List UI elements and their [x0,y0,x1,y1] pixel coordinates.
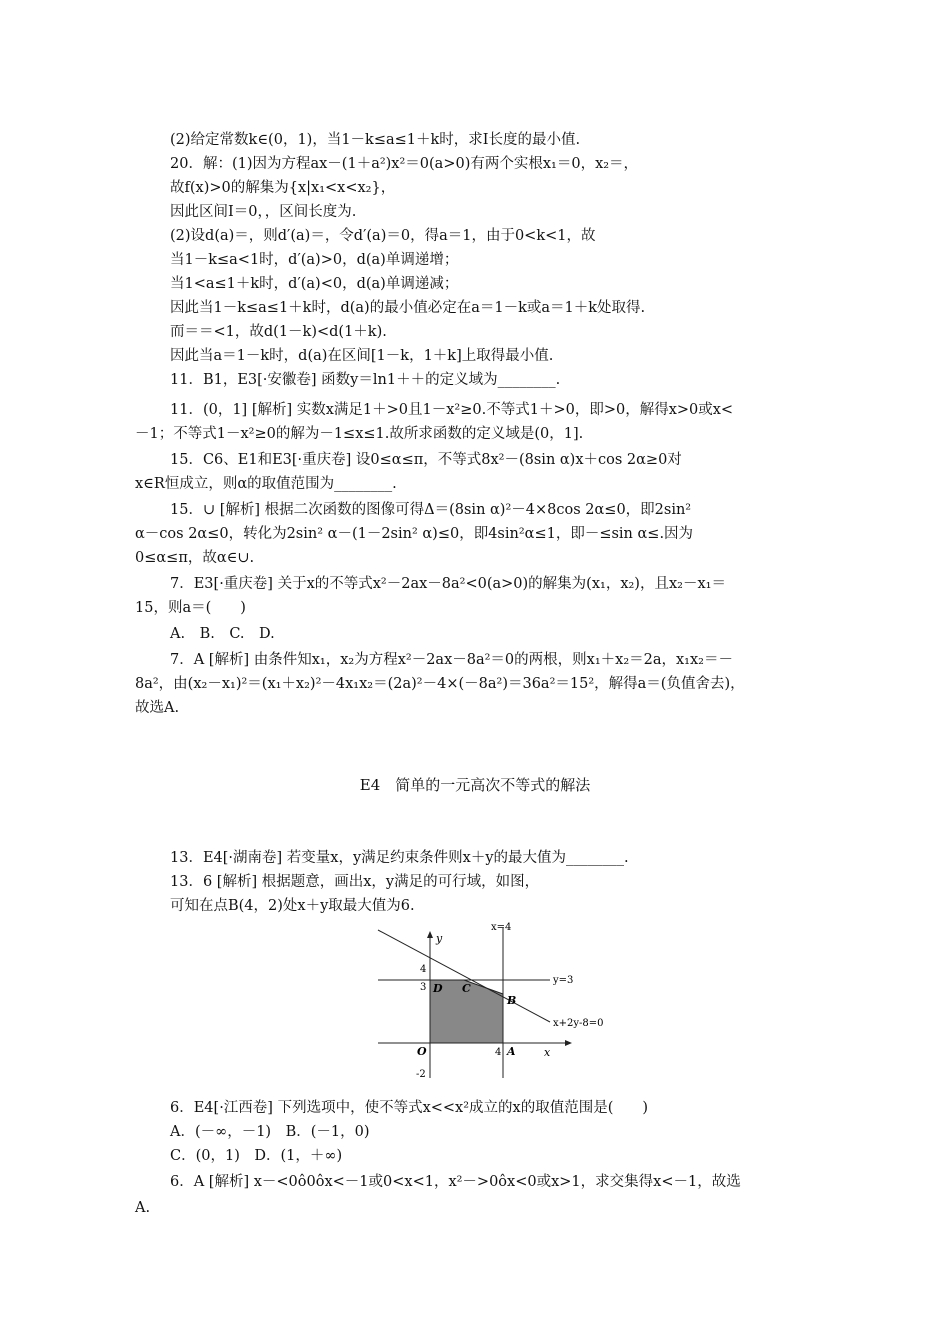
text-line: 7．A [解析] 由条件知x₁，x₂为方程x²－2ax－8a²＝0的两根，则x₁＋x₂＝2a，x₁x₂＝－ [170,652,733,668]
text-line: 0≤α≤π，故α∈∪. [135,550,255,566]
text-line: 故f(x)>0的解集为{x|x₁<x<x₂}， [170,180,396,196]
text-line: 而＝＝<1，故d(1－k)<d(1＋k). [170,324,387,340]
text-line: 可知在点B(4，2)处x＋y取最大值为6. [170,898,415,914]
section-heading: E4 简单的一元高次不等式的解法 [359,776,591,794]
text-line: 6．A [解析] x－<0ô0ôx<－1或0<x<1，x²－>0ôx<0或x>1，求交集得x<－1，故选 [170,1174,741,1190]
text-line: 6．E4[·江西卷] 下列选项中，使不等式x<<x²成立的x的取值范围是( ) [170,1100,649,1116]
text-line: 15，则a＝( ) [135,600,246,616]
feasible-region-graph [370,918,620,1083]
text-line: x∈R恒成立，则α的取值范围为________. [135,476,397,492]
text-line: 20．解：(1)因为方程ax－(1＋a²)x²＝0(a>0)有两个实根x₁＝0，x₂＝， [170,156,639,172]
label-x-axis: x [544,1046,551,1059]
text-line: 15．∪ [解析] 根据二次函数的图像可得Δ＝(8sin α)²－4×8cos 2α≤0，即2sin² [170,502,692,518]
text-line: 11．B1，E3[·安徽卷] 函数y＝ln1＋＋的定义域为________. [170,372,561,388]
text-line: 13．6 [解析] 根据题意，画出x，y满足的可行域，如图， [170,874,540,890]
text-line: A. B. C. D. [170,626,275,642]
label-origin: O [417,1045,427,1058]
text-line: 11．(0，1] [解析] 实数x满足1＋>0且1－x²≥0.不等式1＋>0，即>0，解得x>0或x< [170,402,734,418]
y-axis-arrow [427,931,433,938]
text-line: 因此当1－k≤a≤1＋k时，d(a)的最小值必定在a＝1－k或a＝1＋k处取得. [170,300,646,316]
x-axis-arrow [565,1040,572,1046]
label-line-equation: x+2y-8=0 [553,1018,604,1029]
text-line: (2)设d(a)＝，则d′(a)＝，令d′(a)＝0，得a＝1，由于0<k<1，故 [170,228,596,244]
text-line: 因此区间I＝0，，区间长度为. [170,204,357,220]
text-line: 15．C6、E1和E3[·重庆卷] 设0≤α≤π，不等式8x²－(8sin α)x＋cos 2α≥0对 [170,452,682,468]
label-point-c: C [462,982,471,995]
text-line: 当1<a≤1＋k时，d′(a)<0，d(a)单调递减； [170,276,459,292]
label-x-equals-4: x=4 [491,922,512,933]
label-point-d: D [433,982,443,995]
label-y-axis: y [436,932,443,945]
label-y-equals-3: y=3 [553,975,574,986]
text-line: 7．E3[·重庆卷] 关于x的不等式x²－2ax－8a²<0(a>0)的解集为(x₁，x₂)，且x₂－x₁＝ [170,576,726,592]
text-line: α－cos 2α≤0，转化为2sin² α－(1－2sin² α)≤0，即4sin²α≤1，即－≤sin α≤.因为 [135,526,694,542]
text-line: A. [135,1200,151,1216]
text-line: 因此当a＝1－k时，d(a)在区间[1－k，1＋k]上取得最小值. [170,348,554,364]
tick-3-y: 3 [420,982,427,993]
text-line: 8a²，由(x₂－x₁)²＝(x₁＋x₂)²－4x₁x₂＝(2a)²－4×(－8a²)＝36a²＝15²，解得a＝(负值舍去)， [135,676,745,692]
tick-4-x: 4 [495,1047,502,1058]
text-line: 故选A. [135,700,180,716]
label-point-b: B [507,994,517,1007]
text-line: 当1－k≤a<1时，d′(a)>0，d(a)单调递增； [170,252,459,268]
text-line: 13．E4[·湖南卷] 若变量x，y满足约束条件则x＋y的最大值为________. [170,850,629,866]
tick-neg2-y: -2 [416,1069,426,1080]
text-line: C．(0，1) D．(1，＋∞) [170,1148,343,1164]
text-line: －1；不等式1－x²≥0的解为－1≤x≤1.故所求函数的定义域是(0，1]. [135,426,584,442]
text-line: (2)给定常数k∈(0，1)，当1－k≤a≤1＋k时，求I长度的最小值. [170,132,581,148]
tick-4-y: 4 [420,964,427,975]
label-point-a: A [507,1045,516,1058]
text-line: A．(－∞，－1) B．(－1，0) [170,1124,370,1140]
